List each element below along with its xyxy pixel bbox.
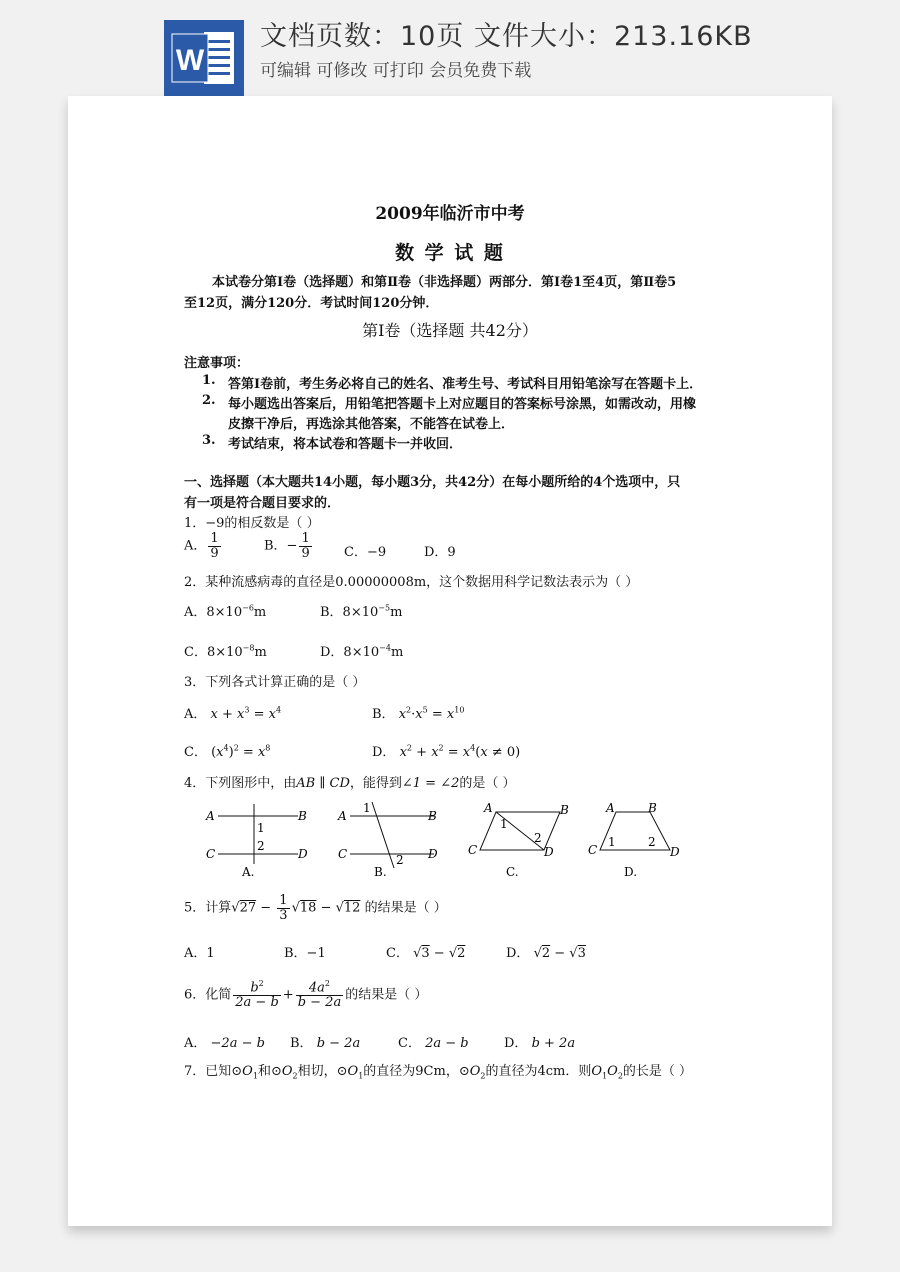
svg-text:2: 2 <box>396 853 404 867</box>
question-4-stem: 4．下列图形中，由AB ∥ CD，能得到∠1 = ∠2的是（ ） <box>184 776 516 791</box>
svg-text:B: B <box>428 809 437 823</box>
question-2-option-c: C．$8\times 10^{-8}m$ <box>184 643 267 660</box>
question-1-stem: 1．−9的相反数是（ ） <box>184 516 320 531</box>
svg-text:A: A <box>206 809 215 823</box>
svg-text:C: C <box>468 843 478 857</box>
svg-text:1: 1 <box>257 821 265 835</box>
page-count-and-size: 文档页数：10页 文件大小：213.16KB <box>260 21 753 52</box>
question-6-option-d: D． b + 2a <box>504 1036 576 1051</box>
svg-text:A: A <box>484 801 493 815</box>
question-3-option-b: B． $x^2\cdot x^5 = x^{10}$ <box>372 705 465 722</box>
svg-text:2: 2 <box>648 835 656 849</box>
note-2-number: 2. <box>202 393 216 408</box>
question-1-option-c: C．−9 <box>344 545 387 560</box>
question-5-option-d: D． √2 − √3 <box>506 946 586 961</box>
svg-text:1: 1 <box>500 817 508 831</box>
question-6-option-b: B． b − 2a <box>290 1036 361 1051</box>
intro-line-1: 本试卷分第Ⅰ卷（选择题）和第Ⅱ卷（非选择题）两部分．第Ⅰ卷1至4页，第Ⅱ卷5 <box>212 275 677 290</box>
part1-instructions-2: 有一项是符合题目要求的． <box>184 496 341 511</box>
question-2-option-d: D．$8\times 10^{-4}m$ <box>320 643 404 660</box>
question-2-stem: 2．某种流感病毒的直径是0.00000008m，这个数据用科学记数法表示为（ ） <box>184 575 639 590</box>
question-6-option-a: A． −2a − b <box>184 1036 265 1051</box>
question-5-stem: 5．计算√27 − $\frac{1}{3}$ √18 − √12 的结果是（ ） <box>184 893 447 923</box>
question-3-stem: 3．下列各式计算正确的是（ ） <box>184 675 366 690</box>
question-2-option-a: A．$8\times 10^{-6}m$ <box>184 603 267 620</box>
document-page <box>68 96 832 1226</box>
question-3-option-d: D． $x^2 + x^2 = x^4(x \ne 0)$ <box>372 743 521 760</box>
question-6-stem: 6．化简 $\frac{b^2}{2a - b}$ + $\frac{4a^2}{b - 2a}$ 的结果是（ ） <box>184 979 428 1010</box>
note-1-number: 1. <box>202 373 216 388</box>
note-1-text: 答第Ⅰ卷前，考生务必将自己的姓名、准考生号、考试科目用铅笔涂写在答题卡上． <box>228 377 703 392</box>
svg-text:1: 1 <box>363 801 371 815</box>
svg-text:C: C <box>338 847 348 861</box>
intro-line-2: 至12页，满分120分．考试时间120分钟． <box>184 296 439 311</box>
word-document-icon <box>164 20 244 96</box>
svg-text:A: A <box>606 801 615 815</box>
question-1-option-b: B．− $\frac{1}{9}$ <box>264 531 310 561</box>
svg-text:1: 1 <box>608 835 616 849</box>
question-4-figure-b <box>334 800 464 880</box>
svg-text:D.: D. <box>624 865 638 879</box>
svg-text:B: B <box>560 803 569 817</box>
svg-text:D: D <box>544 845 554 859</box>
question-5-option-a: A．1 <box>184 946 215 961</box>
svg-text:B.: B. <box>374 865 387 879</box>
exam-title: 2009年临沂市中考 <box>375 204 525 224</box>
question-4-figure-a <box>198 800 318 880</box>
section-heading: 第Ⅰ卷（选择题 共42分） <box>362 321 538 340</box>
question-5-option-b: B．−1 <box>284 946 326 961</box>
svg-text:C.: C. <box>506 865 519 879</box>
document-info-banner <box>0 0 900 96</box>
svg-text:2: 2 <box>534 831 542 845</box>
question-3-option-a: A． $x + x^3 = x^4$ <box>184 705 282 722</box>
document-features: 可编辑 可修改 可打印 会员免费下载 <box>260 61 532 81</box>
question-4-figure-c <box>468 800 588 880</box>
note-3-number: 3. <box>202 433 216 448</box>
svg-text:D: D <box>670 845 680 859</box>
svg-text:C: C <box>588 843 598 857</box>
note-2-text-1: 每小题选出答案后，用铅笔把答题卡上对应题目的答案标号涂黑，如需改动，用橡 <box>228 397 697 412</box>
svg-text:A: A <box>338 809 347 823</box>
question-7-stem: 7．已知$⊙O_1$和$⊙O_2$相切，$⊙O_1$的直径为9Cm，$⊙O_2$的直径为4cm．则$O_1O_2$的长是（ ） <box>184 1064 693 1081</box>
question-5-option-c: C． √3 − √2 <box>386 946 466 961</box>
note-3-text: 考试结束，将本试卷和答题卡一并收回． <box>228 437 463 452</box>
svg-text:B: B <box>648 801 657 815</box>
svg-text:D: D <box>298 847 308 861</box>
question-1-option-d: D．9 <box>424 545 456 560</box>
exam-subtitle: 数 学 试 题 <box>395 242 505 264</box>
question-4-figure-d <box>586 800 706 880</box>
svg-text:W: W <box>175 44 205 77</box>
notice-title: 注意事项： <box>184 356 250 371</box>
svg-text:C: C <box>206 847 216 861</box>
svg-text:A.: A. <box>242 865 255 879</box>
question-6-option-c: C． 2a − b <box>398 1036 469 1051</box>
part1-instructions-1: 一、选择题（本大题共14小题，每小题3分，共42分）在每小题所给的4个选项中，只 <box>184 475 681 490</box>
question-1-option-a: A． $\frac{1}{9}$ <box>184 531 219 561</box>
svg-text:2: 2 <box>257 839 265 853</box>
svg-text:B: B <box>298 809 307 823</box>
question-2-option-b: B．$8\times 10^{-5}m$ <box>320 603 403 620</box>
note-2-text-2: 皮擦干净后，再选涂其他答案，不能答在试卷上． <box>228 417 515 432</box>
question-3-option-c: C． $(x^4)^2 = x^8$ <box>184 743 271 760</box>
svg-text:D: D <box>428 847 438 861</box>
